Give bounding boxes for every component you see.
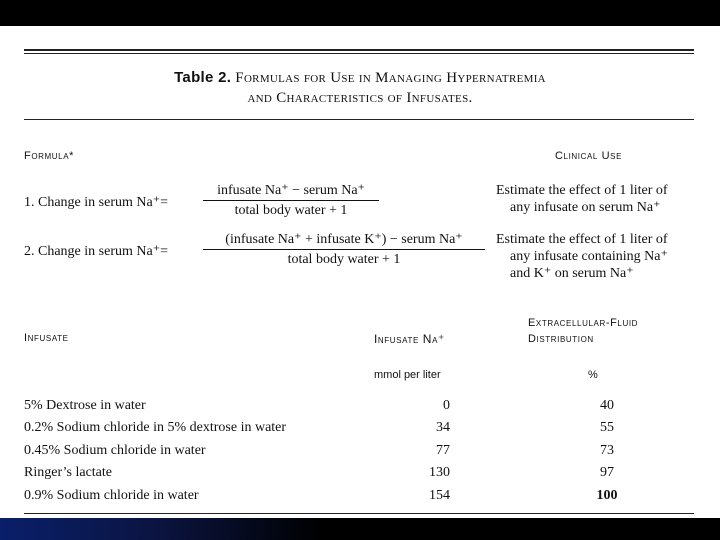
formula-2-lhs: 2. Change in serum Na⁺= (24, 244, 168, 259)
formula-2-denominator: total body water + 1 (287, 252, 401, 267)
ecf-distribution-header-line-1: Extracellular-Fluid (528, 317, 639, 329)
formula-2-numerator: (infusate Na⁺ + infusate K⁺) − serum Na⁺ (203, 231, 485, 250)
table-title-text: Formulas for Use in Managing Hypernatremia (235, 70, 546, 86)
clinical-use-line: any infusate containing Na⁺ (510, 249, 668, 264)
infusate-header: Infusate (24, 332, 69, 344)
formula-1-numerator: infusate Na⁺ − serum Na⁺ (203, 182, 379, 201)
ecf-value: 73 (600, 443, 614, 458)
top-double-rule-1 (24, 49, 694, 51)
table-row (24, 443, 704, 465)
table-row (24, 488, 704, 510)
clinical-use-line: any infusate on serum Na⁺ (510, 200, 661, 215)
formula-2-fraction (203, 231, 485, 268)
clinical-use-line: Estimate the effect of 1 liter of (496, 232, 668, 247)
table-title-line-2: and Characteristics of Infusates. (247, 90, 473, 106)
slide-bottom-bar (0, 518, 720, 540)
table-title-line-1 (0, 69, 720, 87)
infusate-name: 5% Dextrose in water (24, 398, 146, 413)
infusate-na-value: 0 (443, 398, 450, 413)
table-row (24, 465, 704, 487)
infusate-name: 0.45% Sodium chloride in water (24, 443, 206, 458)
infusate-na-value: 34 (436, 420, 450, 435)
infusate-name: 0.2% Sodium chloride in 5% dextrose in water (24, 420, 287, 435)
na-unit-label: mmol per liter (374, 369, 441, 381)
slide-top-bar (0, 0, 720, 26)
ecf-value: 40 (600, 398, 614, 413)
clinical-use-line: Estimate the effect of 1 liter of (496, 183, 668, 198)
infusate-name: 0.9% Sodium chloride in water (24, 488, 199, 503)
infusate-na-value: 154 (429, 488, 450, 503)
table-number: Table 2. (174, 69, 232, 86)
ecf-distribution-header-line-2: Distribution (528, 333, 594, 345)
ecf-value: 97 (600, 465, 614, 480)
title-bottom-rule (24, 119, 694, 120)
table-row (24, 398, 704, 420)
table-bottom-rule (24, 513, 694, 514)
clinical-use-line: and K⁺ on serum Na⁺ (510, 266, 634, 281)
formula-1-fraction (203, 182, 379, 219)
infusate-name: Ringer’s lactate (24, 465, 112, 480)
top-double-rule-2 (24, 53, 694, 54)
infusate-na-value: 77 (436, 443, 450, 458)
clinical-use-header: Clinical Use (555, 150, 623, 162)
infusate-na-header: Infusate Na⁺ (374, 332, 445, 346)
formula-1-lhs: 1. Change in serum Na⁺= (24, 195, 168, 210)
ecf-value: 55 (600, 420, 614, 435)
ecf-unit-label: % (588, 369, 598, 381)
formula-2-clinical-use (496, 231, 696, 282)
infusate-na-value: 130 (429, 465, 450, 480)
formula-1-clinical-use (496, 182, 696, 216)
table-row (24, 420, 704, 442)
ecf-value: 100 (596, 488, 618, 503)
formula-1-denominator: total body water + 1 (234, 203, 348, 218)
formula-header: Formula* (24, 150, 75, 162)
